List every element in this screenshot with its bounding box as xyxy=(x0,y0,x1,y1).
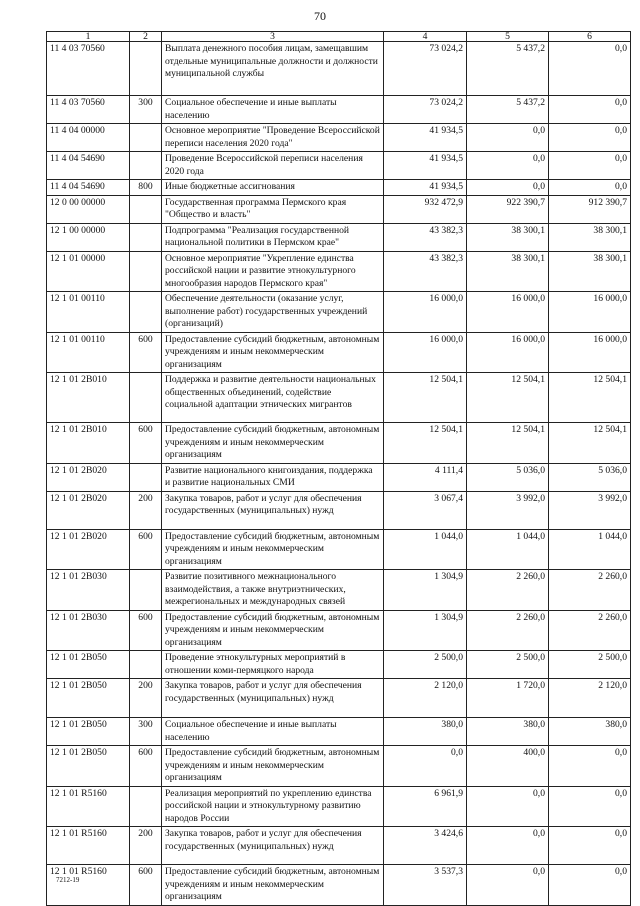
amount-year3-cell: 2 500,0 xyxy=(549,651,631,679)
classification-code-cell: 12 1 01 00110 xyxy=(47,292,130,333)
amount-year1-cell: 43 382,3 xyxy=(384,223,467,251)
classification-code-cell: 11 4 03 70560 xyxy=(47,42,130,96)
expense-type-cell: 300 xyxy=(130,96,162,124)
item-name-cell: Социальное обеспечение и иные выплаты населению xyxy=(162,718,384,746)
table-row xyxy=(47,529,631,570)
classification-code-cell: 12 1 01 2В020 xyxy=(47,463,130,491)
amount-year1-cell: 2 120,0 xyxy=(384,679,467,718)
amount-year2-cell: 1 044,0 xyxy=(467,529,549,570)
amount-year3-cell: 912 390,7 xyxy=(549,195,631,223)
table-row xyxy=(47,463,631,491)
table-row xyxy=(47,292,631,333)
table-row xyxy=(47,679,631,718)
amount-year3-cell: 0,0 xyxy=(549,180,631,196)
amount-year3-cell: 1 044,0 xyxy=(549,529,631,570)
column-header: 5 xyxy=(467,32,549,42)
amount-year2-cell: 5 437,2 xyxy=(467,42,549,96)
table-row xyxy=(47,96,631,124)
expense-type-cell: 600 xyxy=(130,746,162,787)
table-row xyxy=(47,373,631,423)
document-footer-code: 7212-19 xyxy=(56,876,80,884)
column-header: 6 xyxy=(549,32,631,42)
item-name-cell: Предоставление субсидий бюджетным, автономным учреждениям и иным некоммерческим организациям xyxy=(162,332,384,373)
amount-year2-cell: 0,0 xyxy=(467,152,549,180)
amount-year3-cell: 12 504,1 xyxy=(549,373,631,423)
amount-year3-cell: 3 992,0 xyxy=(549,491,631,529)
amount-year3-cell: 0,0 xyxy=(549,786,631,827)
expense-type-cell xyxy=(130,292,162,333)
amount-year2-cell: 1 720,0 xyxy=(467,679,549,718)
table-row xyxy=(47,124,631,152)
table-row xyxy=(47,827,631,865)
amount-year2-cell: 38 300,1 xyxy=(467,251,549,292)
expense-type-cell: 600 xyxy=(130,610,162,651)
amount-year3-cell: 0,0 xyxy=(549,96,631,124)
item-name-cell: Поддержка и развитие деятельности национальных общественных объединений, содействие социальной адаптации этнических мигрантов xyxy=(162,373,384,423)
amount-year3-cell: 0,0 xyxy=(549,827,631,865)
amount-year2-cell: 0,0 xyxy=(467,124,549,152)
amount-year2-cell: 0,0 xyxy=(467,827,549,865)
classification-code-cell: 12 1 01 2В030 xyxy=(47,570,130,611)
classification-code-cell: 12 1 01 2В030 xyxy=(47,610,130,651)
table-row xyxy=(47,423,631,464)
table-row xyxy=(47,570,631,611)
amount-year1-cell: 3 067,4 xyxy=(384,491,467,529)
amount-year1-cell: 41 934,5 xyxy=(384,152,467,180)
item-name-cell: Выплата денежного пособия лицам, замещавшим отдельные муниципальные должности и должности муниципальной службы xyxy=(162,42,384,96)
expense-type-cell: 600 xyxy=(130,865,162,906)
amount-year1-cell: 43 382,3 xyxy=(384,251,467,292)
item-name-cell: Закупка товаров, работ и услуг для обеспечения государственных (муниципальных) нужд xyxy=(162,491,384,529)
amount-year2-cell: 0,0 xyxy=(467,865,549,906)
table-row xyxy=(47,610,631,651)
amount-year2-cell: 2 260,0 xyxy=(467,610,549,651)
amount-year2-cell: 16 000,0 xyxy=(467,292,549,333)
item-name-cell: Закупка товаров, работ и услуг для обеспечения государственных (муниципальных) нужд xyxy=(162,827,384,865)
table-row xyxy=(47,152,631,180)
classification-code-cell: 11 4 03 70560 xyxy=(47,96,130,124)
amount-year3-cell: 12 504,1 xyxy=(549,423,631,464)
amount-year3-cell: 0,0 xyxy=(549,865,631,906)
amount-year3-cell: 2 260,0 xyxy=(549,610,631,651)
amount-year2-cell: 0,0 xyxy=(467,180,549,196)
expense-type-cell xyxy=(130,463,162,491)
classification-code-cell: 12 1 00 00000 xyxy=(47,223,130,251)
amount-year2-cell: 12 504,1 xyxy=(467,423,549,464)
expense-type-cell: 200 xyxy=(130,679,162,718)
amount-year2-cell: 2 500,0 xyxy=(467,651,549,679)
item-name-cell: Государственная программа Пермского края "Общество и власть" xyxy=(162,195,384,223)
classification-code-cell: 12 1 01 2В010 xyxy=(47,373,130,423)
item-name-cell: Предоставление субсидий бюджетным, автономным учреждениям и иным некоммерческим организациям xyxy=(162,423,384,464)
amount-year1-cell: 6 961,9 xyxy=(384,786,467,827)
table-row xyxy=(47,251,631,292)
amount-year1-cell: 932 472,9 xyxy=(384,195,467,223)
table-header-row xyxy=(47,32,631,42)
classification-code-cell: 11 4 04 54690 xyxy=(47,180,130,196)
amount-year3-cell: 16 000,0 xyxy=(549,292,631,333)
expense-type-cell: 600 xyxy=(130,423,162,464)
amount-year3-cell: 2 120,0 xyxy=(549,679,631,718)
amount-year1-cell: 2 500,0 xyxy=(384,651,467,679)
expense-type-cell: 300 xyxy=(130,718,162,746)
amount-year1-cell: 4 111,4 xyxy=(384,463,467,491)
classification-code-cell: 12 1 01 00000 xyxy=(47,251,130,292)
amount-year2-cell: 2 260,0 xyxy=(467,570,549,611)
expense-type-cell: 800 xyxy=(130,180,162,196)
item-name-cell: Реализация мероприятий по укреплению единства российской нации и этнокультурному развитию народов России xyxy=(162,786,384,827)
amount-year1-cell: 73 024,2 xyxy=(384,42,467,96)
classification-code-cell: 12 1 01 R5160 xyxy=(47,786,130,827)
classification-code-cell: 11 4 04 54690 xyxy=(47,152,130,180)
classification-code-cell: 12 1 01 2В050 xyxy=(47,718,130,746)
column-header: 4 xyxy=(384,32,467,42)
amount-year3-cell: 0,0 xyxy=(549,124,631,152)
amount-year2-cell: 3 992,0 xyxy=(467,491,549,529)
item-name-cell: Подпрограмма "Реализация государственной национальной политики в Пермском крае" xyxy=(162,223,384,251)
table-row xyxy=(47,180,631,196)
item-name-cell: Иные бюджетные ассигнования xyxy=(162,180,384,196)
classification-code-cell: 12 0 00 00000 xyxy=(47,195,130,223)
expense-type-cell xyxy=(130,570,162,611)
expense-type-cell: 200 xyxy=(130,827,162,865)
amount-year2-cell: 5 036,0 xyxy=(467,463,549,491)
expense-type-cell xyxy=(130,195,162,223)
page-number: 70 xyxy=(314,9,326,23)
amount-year1-cell: 16 000,0 xyxy=(384,332,467,373)
expense-type-cell xyxy=(130,223,162,251)
expense-type-cell xyxy=(130,786,162,827)
amount-year2-cell: 16 000,0 xyxy=(467,332,549,373)
item-name-cell: Предоставление субсидий бюджетным, автономным учреждениям и иным некоммерческим организациям xyxy=(162,529,384,570)
table-row xyxy=(47,718,631,746)
amount-year2-cell: 380,0 xyxy=(467,718,549,746)
item-name-cell: Предоставление субсидий бюджетным, автономным учреждениям и иным некоммерческим организациям xyxy=(162,865,384,906)
amount-year3-cell: 5 036,0 xyxy=(549,463,631,491)
classification-code-cell: 12 1 01 2В050 xyxy=(47,679,130,718)
column-header: 2 xyxy=(130,32,162,42)
item-name-cell: Развитие национального книгоиздания, поддержка и развитие национальных СМИ xyxy=(162,463,384,491)
amount-year2-cell: 400,0 xyxy=(467,746,549,787)
amount-year1-cell: 0,0 xyxy=(384,746,467,787)
item-name-cell: Социальное обеспечение и иные выплаты населению xyxy=(162,96,384,124)
item-name-cell: Проведение этнокультурных мероприятий в отношении коми-пермяцкого народа xyxy=(162,651,384,679)
amount-year1-cell: 16 000,0 xyxy=(384,292,467,333)
column-header: 3 xyxy=(162,32,384,42)
expense-type-cell xyxy=(130,251,162,292)
classification-code-cell: 12 1 01 00110 xyxy=(47,332,130,373)
amount-year1-cell: 1 304,9 xyxy=(384,570,467,611)
amount-year1-cell: 41 934,5 xyxy=(384,180,467,196)
amount-year2-cell: 5 437,2 xyxy=(467,96,549,124)
item-name-cell: Основное мероприятие "Проведение Всероссийской переписи населения 2020 года" xyxy=(162,124,384,152)
expense-type-cell: 600 xyxy=(130,529,162,570)
amount-year1-cell: 12 504,1 xyxy=(384,423,467,464)
table-row xyxy=(47,332,631,373)
column-header: 1 xyxy=(47,32,130,42)
expense-type-cell: 200 xyxy=(130,491,162,529)
expense-type-cell xyxy=(130,651,162,679)
amount-year1-cell: 1 304,9 xyxy=(384,610,467,651)
amount-year1-cell: 73 024,2 xyxy=(384,96,467,124)
expense-type-cell xyxy=(130,42,162,96)
classification-code-cell: 12 1 01 2В050 xyxy=(47,746,130,787)
table-row xyxy=(47,42,631,96)
budget-table xyxy=(46,31,631,906)
item-name-cell: Проведение Всероссийской переписи населения 2020 года xyxy=(162,152,384,180)
amount-year3-cell: 16 000,0 xyxy=(549,332,631,373)
amount-year3-cell: 38 300,1 xyxy=(549,251,631,292)
amount-year3-cell: 38 300,1 xyxy=(549,223,631,251)
item-name-cell: Предоставление субсидий бюджетным, автономным учреждениям и иным некоммерческим организациям xyxy=(162,746,384,787)
expense-type-cell xyxy=(130,373,162,423)
item-name-cell: Предоставление субсидий бюджетным, автономным учреждениям и иным некоммерческим организациям xyxy=(162,610,384,651)
item-name-cell: Развитие позитивного межнационального взаимодействия, а также внутриэтнических, межрегиональных и международных связей xyxy=(162,570,384,611)
table-row xyxy=(47,223,631,251)
classification-code-cell: 12 1 01 2В020 xyxy=(47,529,130,570)
classification-code-cell: 12 1 01 2В010 xyxy=(47,423,130,464)
table-row xyxy=(47,786,631,827)
amount-year1-cell: 3 424,6 xyxy=(384,827,467,865)
item-name-cell: Закупка товаров, работ и услуг для обеспечения государственных (муниципальных) нужд xyxy=(162,679,384,718)
item-name-cell: Обеспечение деятельности (оказание услуг, выполнение работ) государственных учреждений (организаций) xyxy=(162,292,384,333)
table-row xyxy=(47,865,631,906)
table-row xyxy=(47,651,631,679)
expense-type-cell xyxy=(130,152,162,180)
classification-code-cell: 12 1 01 2В020 xyxy=(47,491,130,529)
classification-code-cell: 11 4 04 00000 xyxy=(47,124,130,152)
amount-year1-cell: 380,0 xyxy=(384,718,467,746)
amount-year1-cell: 12 504,1 xyxy=(384,373,467,423)
amount-year2-cell: 0,0 xyxy=(467,786,549,827)
amount-year3-cell: 2 260,0 xyxy=(549,570,631,611)
amount-year2-cell: 922 390,7 xyxy=(467,195,549,223)
item-name-cell: Основное мероприятие "Укрепление единства российской нации и развитие этнокультурного многообразия народов Пермского края" xyxy=(162,251,384,292)
amount-year2-cell: 38 300,1 xyxy=(467,223,549,251)
amount-year1-cell: 3 537,3 xyxy=(384,865,467,906)
expense-type-cell: 600 xyxy=(130,332,162,373)
amount-year1-cell: 41 934,5 xyxy=(384,124,467,152)
amount-year3-cell: 380,0 xyxy=(549,718,631,746)
classification-code-cell: 12 1 01 2В050 xyxy=(47,651,130,679)
table-row xyxy=(47,195,631,223)
amount-year2-cell: 12 504,1 xyxy=(467,373,549,423)
classification-code-cell: 12 1 01 R5160 xyxy=(47,865,130,906)
table-row xyxy=(47,746,631,787)
amount-year3-cell: 0,0 xyxy=(549,42,631,96)
expense-type-cell xyxy=(130,124,162,152)
amount-year1-cell: 1 044,0 xyxy=(384,529,467,570)
classification-code-cell: 12 1 01 R5160 xyxy=(47,827,130,865)
amount-year3-cell: 0,0 xyxy=(549,746,631,787)
amount-year3-cell: 0,0 xyxy=(549,152,631,180)
table-row xyxy=(47,491,631,529)
